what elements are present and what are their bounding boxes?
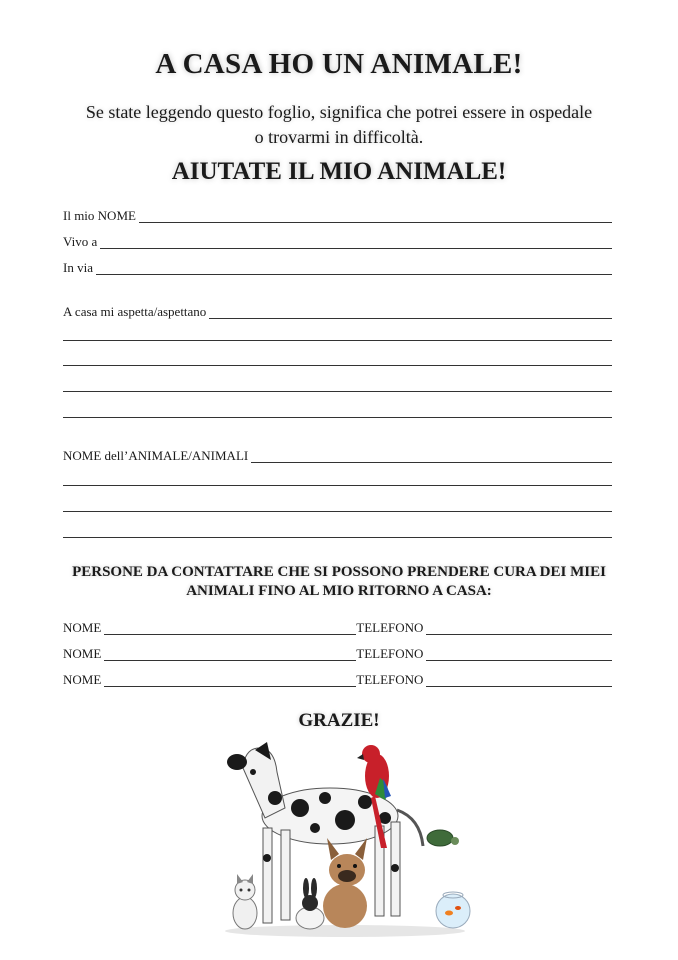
fishbowl-icon	[436, 892, 470, 928]
city-label: Vivo a	[63, 234, 98, 249]
pets-group-illustration	[215, 738, 475, 938]
waiting-extra-line-3[interactable]	[63, 391, 612, 392]
contact-phone-label: TELEFONO	[356, 646, 424, 661]
contact-name-line[interactable]	[104, 620, 356, 635]
animal-names-line[interactable]	[251, 448, 612, 463]
waiting-line[interactable]	[209, 304, 612, 319]
street-field-row[interactable]	[63, 257, 612, 275]
name-field-row[interactable]	[63, 205, 612, 223]
street-line[interactable]	[96, 260, 612, 275]
contact-phone-line[interactable]	[426, 620, 612, 635]
waiting-label: A casa mi aspetta/aspettano	[63, 304, 207, 319]
animal-names-label: NOME dell’ANIMALE/ANIMALI	[63, 448, 249, 463]
waiting-extra-line-2[interactable]	[63, 365, 612, 366]
contact-phone-label: TELEFONO	[356, 620, 424, 635]
contact-phone-line[interactable]	[426, 646, 612, 661]
waiting-extra-line-4[interactable]	[63, 417, 612, 418]
animal-extra-line-1[interactable]	[63, 485, 612, 486]
page-title: A CASA HO UN ANIMALE!	[155, 48, 523, 80]
contact-phone-label: TELEFONO	[356, 672, 424, 687]
animal-names-field-row[interactable]	[63, 445, 612, 463]
contact-phone-line[interactable]	[426, 672, 612, 687]
intro-text: Se state leggendo questo foglio, significa che potrei essere in ospedale o trovarmi in difficoltà.	[85, 102, 593, 147]
contacts-heading: PERSONE DA CONTATTARE CHE SI POSSONO PRENDERE CURA DEI MIEI ANIMALI FINO AL MIO RITORNO A CASA:	[72, 564, 606, 599]
city-line[interactable]	[100, 234, 612, 249]
contact-row[interactable]	[63, 669, 612, 687]
page-subtitle: AIUTATE IL MIO ANIMALE!	[171, 158, 507, 185]
thanks-text: GRAZIE!	[298, 710, 380, 731]
animal-extra-line-2[interactable]	[63, 511, 612, 512]
name-label: Il mio NOME	[63, 208, 136, 223]
rabbit-icon	[296, 878, 324, 929]
bulldog-icon	[323, 838, 367, 928]
city-field-row[interactable]	[63, 231, 612, 249]
contact-name-line[interactable]	[104, 646, 356, 661]
turtle-icon	[427, 830, 459, 846]
contact-row[interactable]	[63, 617, 612, 635]
contact-name-label: NOME	[63, 646, 102, 661]
contact-name-label: NOME	[63, 620, 102, 635]
waiting-extra-line-1[interactable]	[63, 340, 612, 341]
contact-row[interactable]	[63, 643, 612, 661]
name-line[interactable]	[139, 208, 612, 223]
kitten-icon	[233, 874, 257, 929]
contact-name-label: NOME	[63, 672, 102, 687]
great-dane-icon	[227, 742, 423, 923]
contact-name-line[interactable]	[104, 672, 356, 687]
waiting-field-row[interactable]	[63, 301, 612, 319]
animal-extra-line-3[interactable]	[63, 537, 612, 538]
street-label: In via	[63, 260, 93, 275]
